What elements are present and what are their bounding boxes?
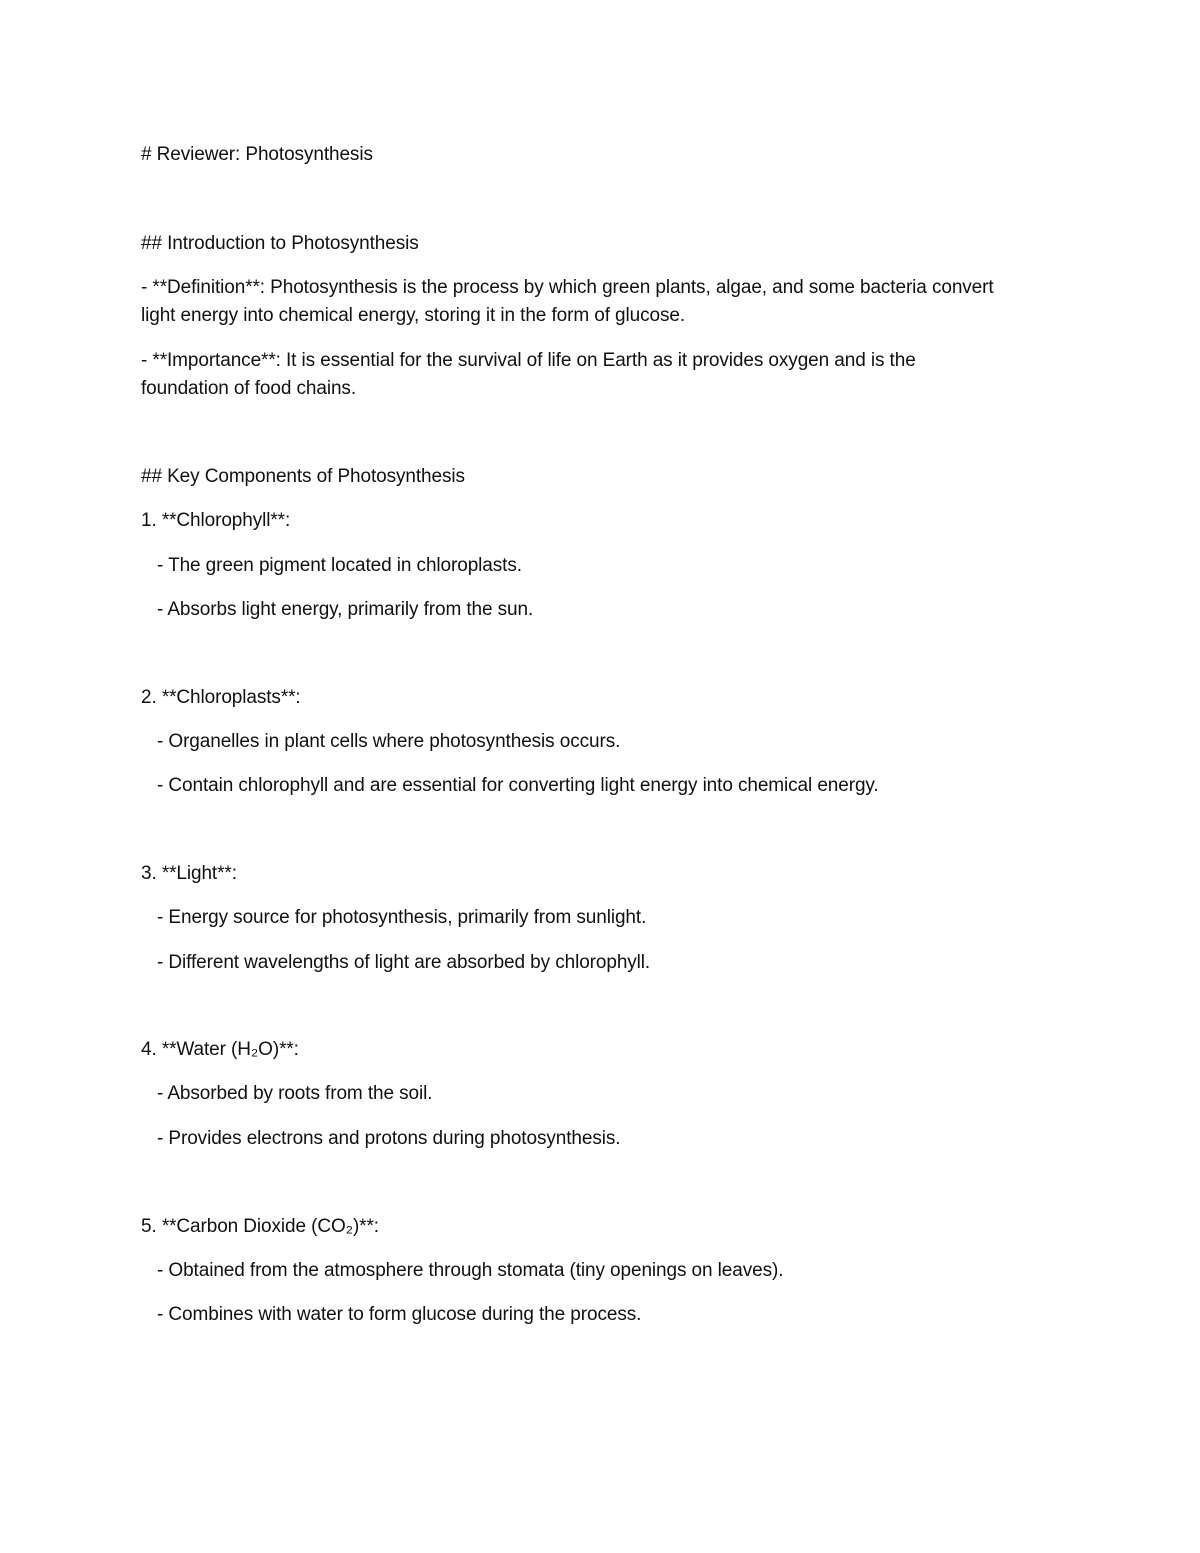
- component-title-light: 3. **Light**:: [141, 863, 237, 884]
- definition-line-2: light energy into chemical energy, storing it in the form of glucose.: [141, 305, 686, 326]
- definition-paragraph: [141, 274, 1071, 330]
- component-title-carbon-dioxide: 5. **Carbon Dioxide (CO₂)**:: [141, 1216, 379, 1237]
- list-item: - Obtained from the atmosphere through stomata (tiny openings on leaves).: [157, 1260, 784, 1281]
- importance-line-2: foundation of food chains.: [141, 378, 357, 399]
- list-item: - Provides electrons and protons during photosynthesis.: [157, 1128, 621, 1149]
- list-item: - Contain chlorophyll and are essential for converting light energy into chemical energy.: [157, 775, 879, 796]
- components-heading: ## Key Components of Photosynthesis: [141, 466, 465, 487]
- component-title-chloroplasts: 2. **Chloroplasts**:: [141, 687, 301, 708]
- component-title-water: 4. **Water (H₂O)**:: [141, 1039, 299, 1060]
- list-item: - The green pigment located in chloroplasts.: [157, 555, 522, 576]
- importance-paragraph: [141, 347, 1071, 403]
- list-item: - Energy source for photosynthesis, primarily from sunlight.: [157, 907, 647, 928]
- list-item: - Absorbs light energy, primarily from the sun.: [157, 599, 534, 620]
- list-item: - Combines with water to form glucose during the process.: [157, 1304, 642, 1325]
- document-title: # Reviewer: Photosynthesis: [141, 144, 373, 165]
- importance-line-1: - **Importance**: It is essential for the survival of life on Earth as it provides oxygen and is the: [141, 350, 916, 371]
- list-item: - Different wavelengths of light are absorbed by chlorophyll.: [157, 952, 651, 973]
- intro-heading: ## Introduction to Photosynthesis: [141, 233, 419, 254]
- list-item: - Organelles in plant cells where photosynthesis occurs.: [157, 731, 621, 752]
- list-item: - Absorbed by roots from the soil.: [157, 1083, 433, 1104]
- definition-line-1: - **Definition**: Photosynthesis is the process by which green plants, algae, and some bacteria convert: [141, 277, 994, 298]
- component-title-chlorophyll: 1. **Chlorophyll**:: [141, 510, 291, 531]
